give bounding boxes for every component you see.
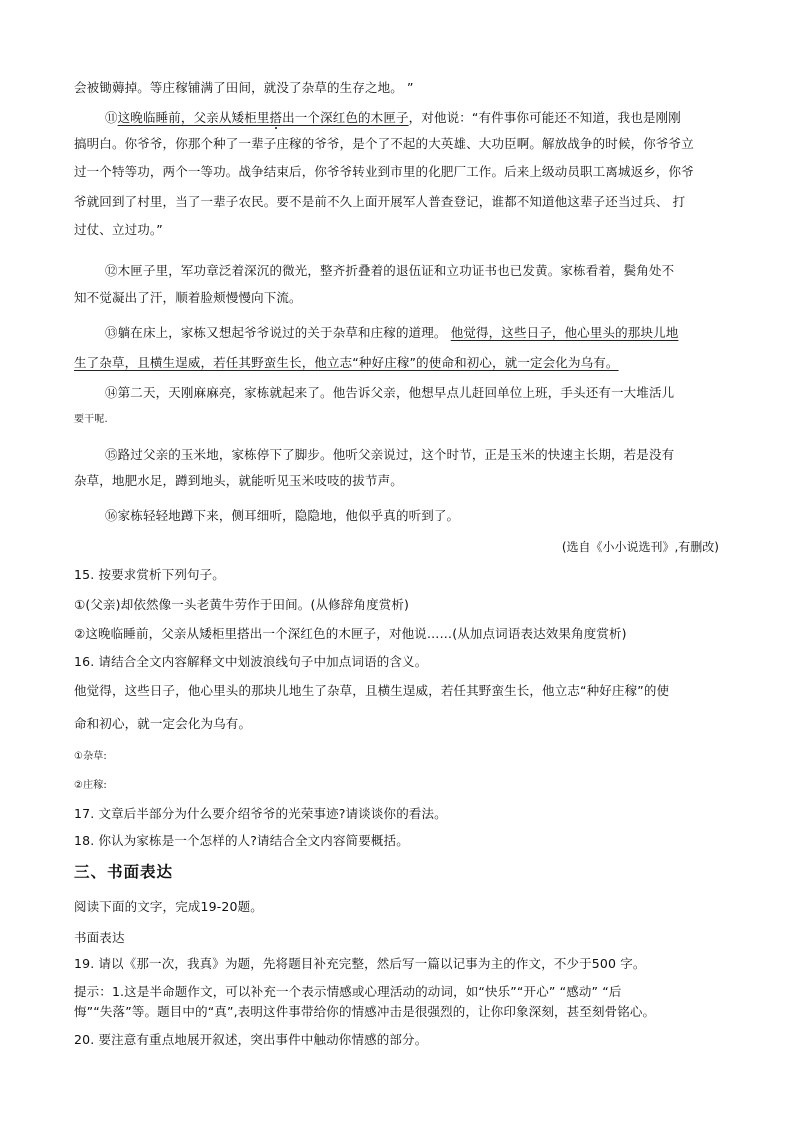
source-citation: (选自《小小说选刊》,有删改) (561, 540, 719, 554)
question-15: 15. 按要求赏析下列句子。 (74, 567, 225, 582)
paragraph-text: ，对他说：“有件事你可能还不知道，我也是刚刚 (408, 110, 681, 125)
section-subheading: 书面表达 (74, 930, 125, 945)
paragraph-11-line-2: 搞明白。你爷爷，你那个种了一辈子庄稼的爷爷，是个了不起的大英雄、大功臣啊。解放战争的时候，你爷爷立 (74, 136, 694, 151)
paragraph-11-line-4: 爷就回到了村里，当了一辈子农民。要不是前不久上面开展军人普查登记，谁都不知道他这辈子还当过兵、 打 (74, 194, 686, 209)
question-16-blank-1: ①杂草: (74, 751, 107, 762)
underlined-phrase: 这晚临睡前， (117, 110, 194, 125)
paragraph-12-line-1: ⑫木匣子里，军功章泛着深沉的微光，整齐折叠着的退伍证和立功证书也已发黄。家栋看着，鬓角处不 (105, 263, 675, 278)
section-intro: 阅读下面的文字，完成19-20题。 (74, 899, 263, 914)
question-20: 20. 要注意有重点地展开叙述，突出事件中触动你情感的部分。 (74, 1032, 428, 1047)
paragraph-12-line-2: 知不觉凝出了汗，顺着脸颊慢慢向下流。 (74, 290, 302, 305)
question-16-sentence-line-1: 他觉得，这些日子，他心里头的那块儿地生了杂草，且横生逞威，若任其野蛮生长，他立志“种好庄稼”的使 (74, 683, 670, 698)
wavy-underlined-sentence: 他觉得，这些日子，他心里头的那块儿地 (450, 325, 679, 340)
paragraph-text: ⑬躺在床上，家栋又想起爷爷说过的关于杂草和庄稼的道理。 (105, 325, 447, 340)
paragraph-11-line-5: 过仗、立过功。” (74, 222, 163, 237)
underlined-phrase: 父亲从矮柜里 (193, 110, 270, 125)
paragraph-15-line-2: 杂草，地肥水足，蹲到地头，就能听见玉米吱吱的拔节声。 (74, 473, 403, 488)
question-19: 19. 请以《那一次，我真》为题，先将题目补充完整，然后写一篇以记事为主的作文，不少于500 字。 (74, 956, 646, 971)
paragraph-13-line-1 (105, 325, 765, 341)
question-16-blank-2: ②庄稼: (74, 780, 107, 791)
question-15-item-1: ①(父亲)却依然像一头老黄牛劳作于田间。(从修辞角度赏析) (74, 597, 410, 612)
question-18: 18. 你认为家栋是一个怎样的人?请结合全文内容简要概括。 (74, 833, 409, 848)
paragraph-11-line-3: 过一个特等功，两个一等功。战争结束后，你爷爷转业到市里的化肥厂工作。后来上级动员职工离城返乡，你爷 (74, 164, 694, 179)
section-heading: 三、书面表达 (74, 863, 174, 881)
paragraph-11-line-1 (105, 110, 765, 126)
dotted-keyword: 搭 (269, 110, 283, 125)
tip-line-2: 悔”“失落”等。题目中的“真”,表明这件事带给你的情感冲击是很强烈的，让你印象深刻，甚至刻骨铭心。 (74, 1004, 656, 1019)
paragraph-14-line-2: 要干呢. (74, 414, 108, 425)
paragraph-13-line-2: 生了杂草，且横生逞威，若任其野蛮生长，他立志“种好庄稼”的使命和初心，就一定会化为乌有。 (74, 355, 619, 370)
question-16: 16. 请结合全文内容解释文中划波浪线句子中加点词语的含义。 (74, 654, 428, 669)
question-17: 17. 文章后半部分为什么要介绍爷爷的光荣事迹?请谈谈你的看法。 (74, 806, 447, 821)
underlined-phrase: 出一个深红色的木匣子 (282, 110, 409, 125)
paragraph-16: ⑯家栋轻轻地蹲下来，侧耳细听，隐隐地，他似乎真的听到了。 (105, 508, 460, 523)
question-16-sentence-line-2: 命和初心，就一定会化为乌有。 (74, 716, 252, 731)
paragraph-14-line-1: ⑭第二天，天刚麻麻亮，家栋就起来了。他告诉父亲，他想早点儿赶回单位上班，手头还有一大堆活儿 (105, 385, 675, 400)
question-15-item-2: ②这晚临睡前，父亲从矮柜里搭出一个深红色的木匣子，对他说……(从加点词语表达效果角度赏析) (74, 626, 627, 641)
paragraph-15-line-1: ⑮路过父亲的玉米地，家栋停下了脚步。他听父亲说过，这个时节，正是玉米的快速主长期，若是没有 (105, 447, 675, 462)
paragraph-10-tail: 会被锄薅掉。等庄稼铺满了田间，就没了杂草的生存之地。 ” (74, 80, 414, 95)
paragraph-number: ⑪ (105, 110, 118, 125)
tip-line-1: 提示：1.这是半命题作文，可以补充一个表示情感或心理活动的动词，如“快乐”“开心” “感动” “后 (74, 984, 622, 999)
